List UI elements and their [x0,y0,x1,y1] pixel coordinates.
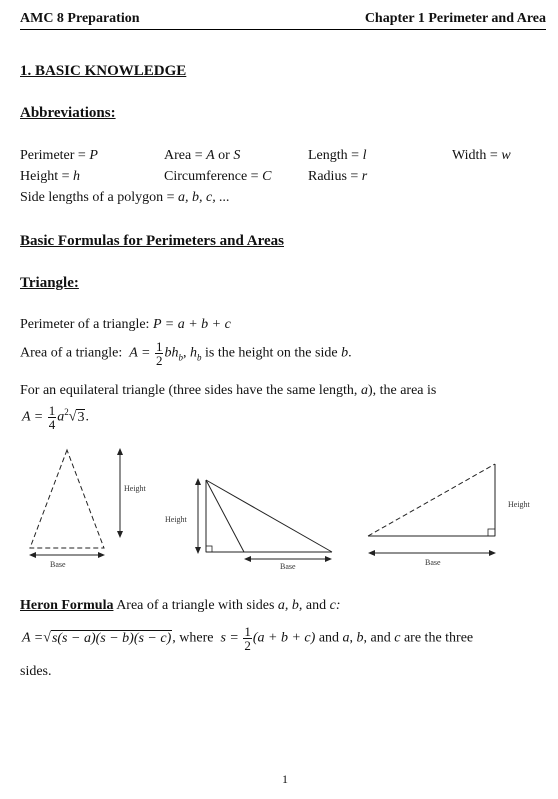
abbr-height: Height = h [20,169,80,184]
header-rule [20,29,546,30]
figure-isosceles [29,448,147,569]
triangle-perimeter: Perimeter of a triangle: P = a + b + c [20,317,231,332]
triangle-area: Area of a triangle: A = $\frac{1}{2}$ $bh_b$, $h_b$ is the height on the side b. [20,339,352,368]
triangle-title: Triangle: [20,275,79,291]
fig1-height-label: Height [124,484,146,493]
section-title: 1. BASIC KNOWLEDGE [20,63,187,79]
heron-fraction: $\frac{1}{2}$ [244,624,251,653]
heron-continuation: sides. [20,664,52,679]
abbr-radius: Radius = r [308,169,368,184]
heron-title: Heron Formula [20,598,114,613]
fig3-height-label: Height [508,500,530,509]
equilateral-text: For an equilateral triangle (three sides have the same length, a), the area is [20,383,437,398]
abbr-side-lengths: Side lengths of a polygon = a, b, c, ... [20,190,230,205]
equilateral-formula: A = $\frac{1}{4}$ $a^2√3$. [22,403,89,432]
abbr-circumference: Circumference = C [164,169,272,184]
area-fraction: $\frac{1}{2}$ [155,339,163,368]
heron-intro: Heron Formula Area of a triangle with sides a, b, and c: [20,598,341,613]
figure-obtuse [165,478,332,571]
fig3-base-label: Base [425,558,441,567]
page-number: 1 [282,772,288,786]
abbreviations-title: Abbreviations: [20,105,116,121]
figure-right [368,464,531,567]
fig2-height-label: Height [165,515,187,524]
header-right: Chapter 1 Perimeter and Area [364,11,546,26]
heron-formula: A =√s(s − a)(s − b)(s − c), where s = $\frac{1}{2}$ (a + b + c) and a, b, and c are the three [22,624,474,653]
eq-fraction: $\frac{1}{4}$ [48,403,56,432]
fig1-base-label: Base [50,560,66,569]
fig2-base-label: Base [280,562,296,571]
abbr-width: Width = w [452,148,511,163]
abbr-length: Length = l [308,148,367,163]
abbr-area: Area = A or S [164,148,241,163]
abbr-perimeter: Perimeter = P [20,148,98,163]
header-left: AMC 8 Preparation [20,11,140,26]
formulas-title: Basic Formulas for Perimeters and Areas [20,233,284,249]
triangle-diagrams [0,440,558,580]
